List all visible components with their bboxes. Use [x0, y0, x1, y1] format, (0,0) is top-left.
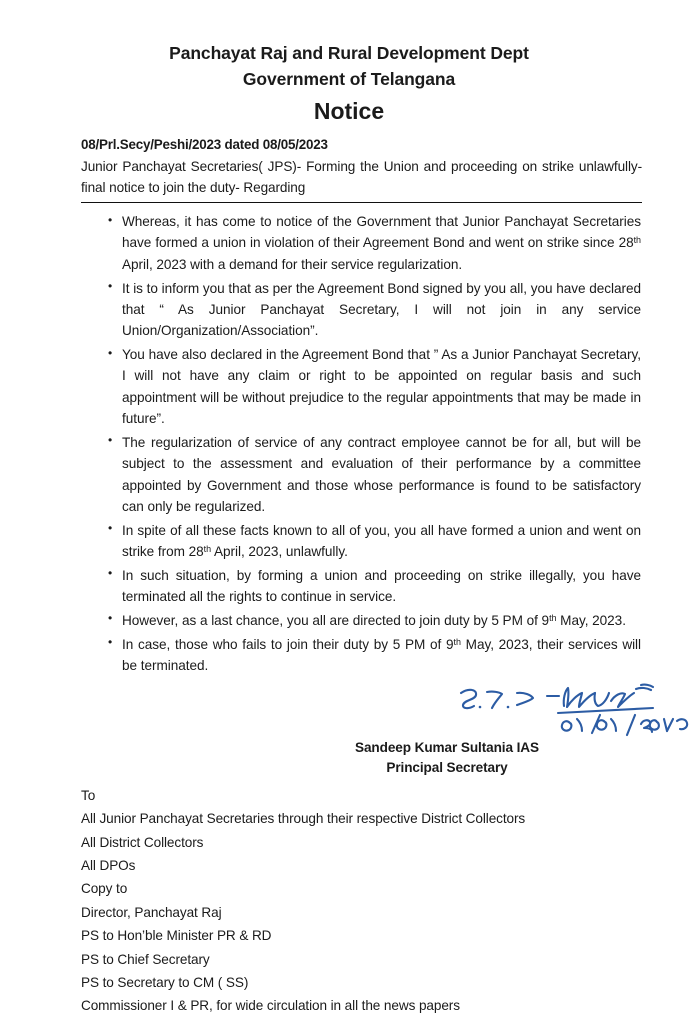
reference-number: 08/Prl.Secy/Peshi/2023 dated 08/05/2023 — [81, 136, 328, 152]
department-name: Panchayat Raj and Rural Development Dept — [169, 43, 529, 63]
distribution-line: Director, Panchayat Raj — [81, 904, 222, 920]
to-label: To — [81, 787, 96, 803]
subject-line: Junior Panchayat Secretaries( JPS)- Forming the Union and proceeding on strike unlawfully- final notice to join the duty- Regarding — [81, 158, 642, 196]
distribution-list — [81, 784, 658, 1018]
notice-bullet-item: • It is to inform you that as per the Agreement Bond signed by you all, you have declared that “ As Junior Panchayat Secretary, I will not join in any service Union/Organization/Association”. — [108, 278, 641, 342]
notice-bullet-item: • You have also declared in the Agreement Bond that ” As a Junior Panchayat Secretary, I will not have any claim or right to be appointed on regular basis and such appointment will be without prejudice to the regular appointments that may be made in future”. — [108, 344, 641, 429]
distribution-line: PS to Secretary to CM ( SS) — [81, 974, 249, 990]
notice-bullet-item: • The regularization of service of any contract employee cannot be for all, but will be subject to the assessment and evaluation of their performance by a committee appointed by Government and those whose performance is found to be satisfactory can only be regularized. — [108, 432, 641, 517]
distribution-line: All DPOs — [81, 858, 136, 874]
distribution-line: Commissioner I & PR, for wide circulation in all the news papers — [81, 998, 460, 1014]
recipient-lines — [81, 807, 658, 877]
notice-bullet-item: • In such situation, by forming a union and proceeding on strike illegally, you have terminated all the rights to continue in service. — [108, 565, 641, 608]
distribution-line: All Junior Panchayat Secretaries through their respective District Collectors — [81, 811, 526, 827]
distribution-line: PS to Hon’ble Minister PR & RD — [81, 928, 272, 944]
handwritten-signature-icon — [455, 681, 695, 741]
notice-bullet-item: • In spite of all these facts known to all of you, you all have formed a union and went on strike from 28th April, 2023, unlawfully. — [108, 520, 641, 563]
header-divider — [81, 202, 642, 203]
signatory-designation: Principal Secretary — [386, 759, 508, 775]
signature-area — [0, 679, 698, 775]
reference-block — [81, 135, 642, 198]
notice-bullet-item: • Whereas, it has come to notice of the Government that Junior Panchayat Secretaries have formed a union in violation of their Agreement Bond and went on strike since 28th April, 2023 with a demand for their service regularization. — [108, 211, 641, 275]
government-name: Government of Telangana — [242, 68, 456, 89]
distribution-line: PS to Chief Secretary — [81, 951, 210, 967]
notice-bullet-item: • However, as a last chance, you all are directed to join duty by 5 PM of 9th May, 2023. — [108, 610, 641, 631]
page-title: Notice — [313, 98, 385, 125]
distribution-line: All District Collectors — [81, 834, 204, 850]
signatory-name: Sandeep Kumar Sultania IAS — [355, 739, 539, 755]
notice-bullet-list — [108, 211, 641, 676]
copy-lines — [81, 901, 658, 1018]
copy-to-label: Copy to — [81, 881, 128, 897]
document-header — [0, 0, 698, 126]
notice-bullet-item: • In case, those who fails to join their duty by 5 PM of 9th May, 2023, their services will be terminated. — [108, 634, 641, 677]
